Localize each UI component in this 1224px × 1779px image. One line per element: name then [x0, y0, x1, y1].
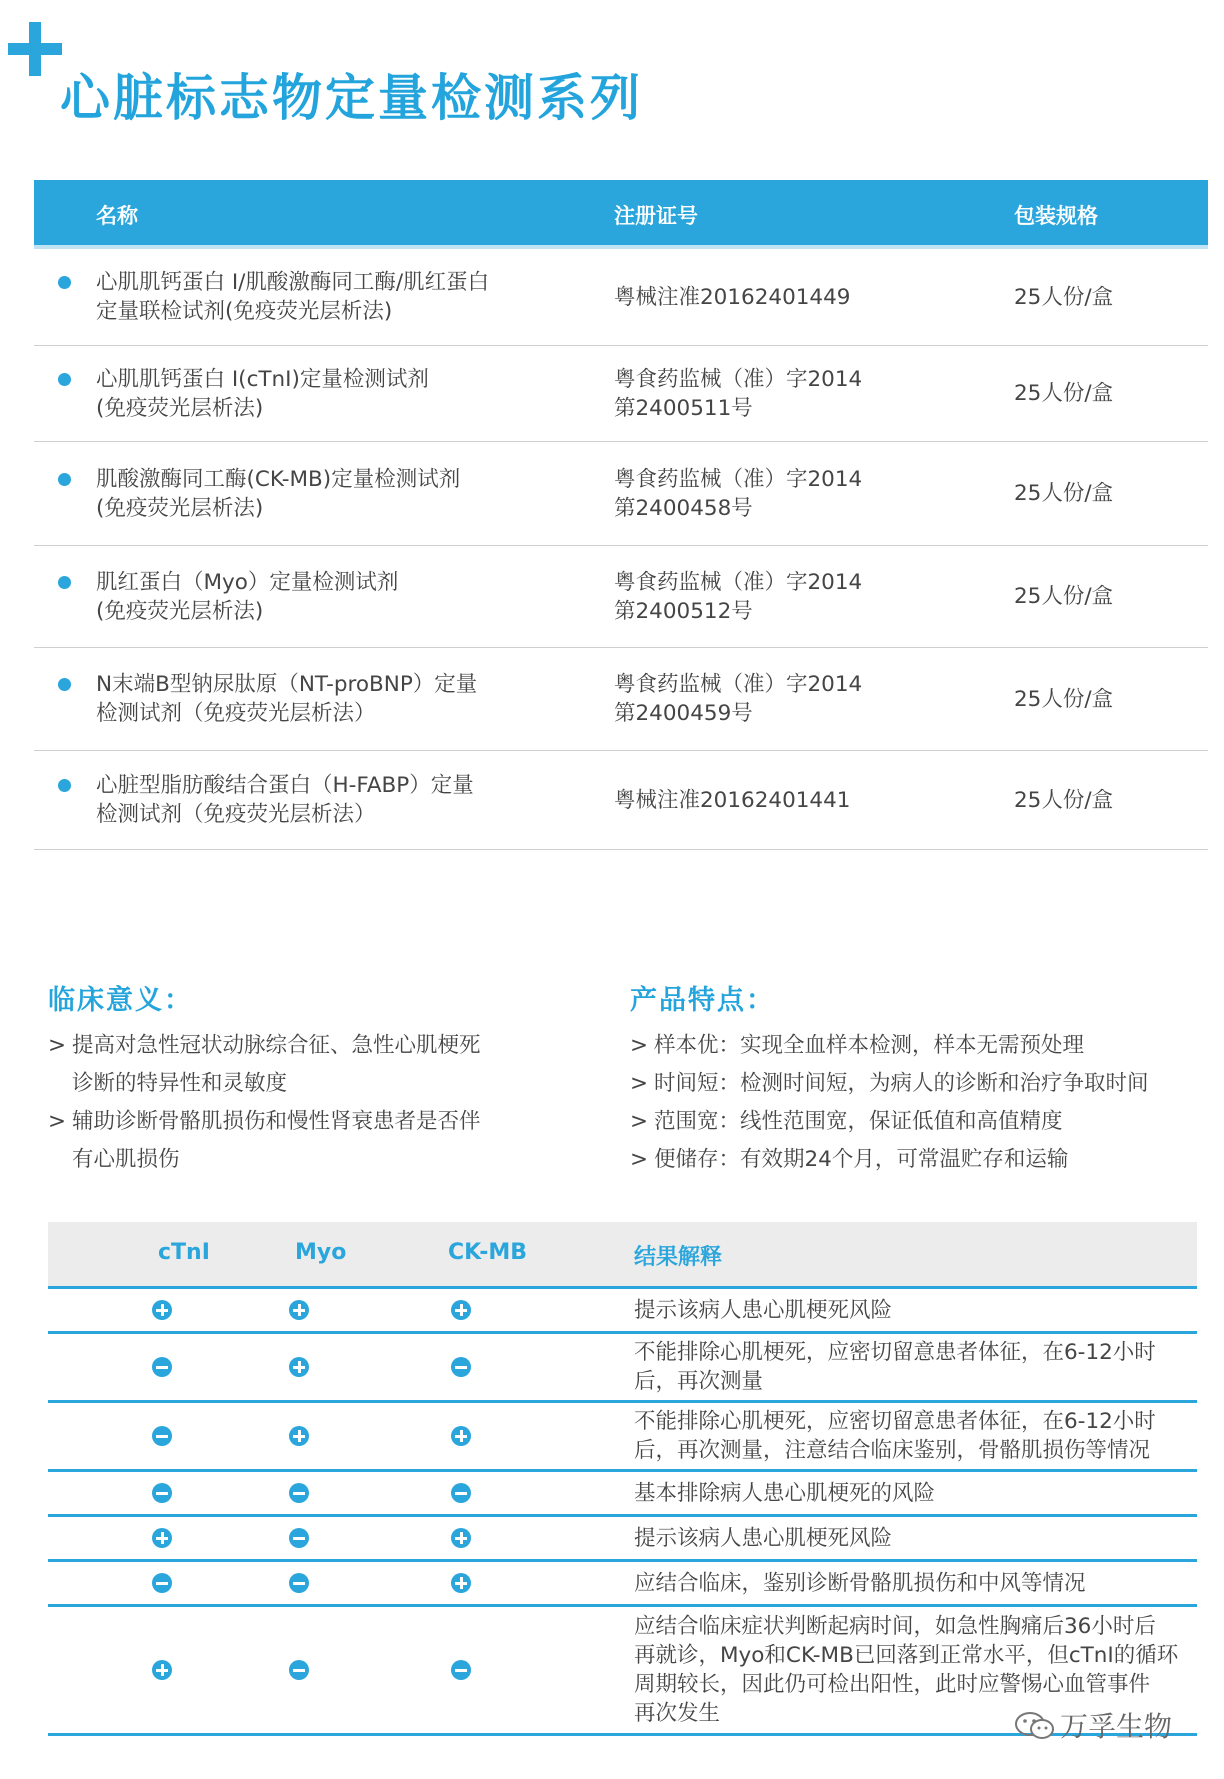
- sign-bar: [460, 1577, 463, 1589]
- package-spec: 25人份/盒: [1014, 381, 1114, 406]
- package-spec: 25人份/盒: [1014, 787, 1114, 813]
- minus-circle-icon: [152, 1483, 172, 1503]
- minus-circle-icon: [289, 1573, 309, 1593]
- bullet-icon: [58, 678, 71, 691]
- header-registration: 注册证号: [614, 204, 698, 228]
- sign-bar: [455, 1492, 467, 1495]
- bullet-icon: [58, 779, 71, 792]
- plus-circle-icon: [451, 1300, 471, 1320]
- product-row: [34, 249, 1208, 346]
- sign-bar: [455, 1366, 467, 1369]
- header-ckmb: CK-MB: [448, 1240, 528, 1265]
- features-item-line: 时间短：检测时间短，为病人的诊断和治疗争取时间: [654, 1071, 1149, 1096]
- header-myo: Myo: [295, 1240, 347, 1265]
- registration-number: [614, 365, 914, 423]
- product-name-line: 检测试剂（免疫荧光层析法）: [96, 802, 376, 827]
- page-title: 心脏标志物定量检测系列: [60, 69, 643, 127]
- watermark-text: 万孚生物: [1060, 1710, 1173, 1743]
- sign-bar: [298, 1304, 301, 1316]
- interpretation-line: 应结合临床症状判断起病时间，如急性胸痛后36小时后: [634, 1614, 1156, 1639]
- product-name-line: (免疫荧光层析法): [96, 598, 264, 624]
- sign-bar: [298, 1361, 301, 1373]
- package-spec: 25人份/盒: [1014, 686, 1114, 712]
- sign-bar: [161, 1664, 164, 1676]
- interpretation: [634, 1296, 1194, 1325]
- minus-circle-icon: [152, 1357, 172, 1377]
- bullet-icon: [58, 276, 71, 289]
- product-name: [96, 771, 556, 829]
- sign-bar: [293, 1669, 305, 1672]
- result-row: [48, 1472, 1197, 1517]
- interpretation-line: 再次发生: [634, 1701, 721, 1726]
- features-heading: 产品特点：: [630, 985, 775, 1016]
- clinical-item-line: 有心肌损伤: [72, 1147, 180, 1172]
- result-row: [48, 1334, 1197, 1403]
- registration-line: 粤食药监械（准）字2014: [614, 569, 863, 595]
- result-table: [48, 1222, 1197, 1736]
- clinical-item: [48, 1027, 608, 1103]
- interpretation-line: 周期较长，因此仍可检出阳性，此时应警惕心血管事件: [634, 1672, 1151, 1697]
- registration-line: 粤食药监械（准）字2014: [614, 466, 863, 492]
- features-item: [630, 1065, 1220, 1103]
- plus-circle-icon: [152, 1528, 172, 1548]
- registration-line: 粤械注准20162401441: [614, 787, 851, 813]
- sign-bar: [293, 1492, 305, 1495]
- clinical-item-line: 提高对急性冠状动脉综合征、急性心肌梗死: [72, 1033, 481, 1058]
- minus-circle-icon: [289, 1660, 309, 1680]
- plus-circle-icon: [289, 1357, 309, 1377]
- product-name-line: N末端B型钠尿肽原（NT-proBNP）定量: [96, 672, 478, 697]
- arrow-icon: >: [630, 1071, 649, 1096]
- package-spec: 25人份/盒: [1014, 284, 1114, 310]
- header-package: 包装规格: [1014, 204, 1098, 228]
- product-name: [96, 365, 556, 423]
- bullet-icon: [58, 473, 71, 486]
- product-name: [96, 670, 556, 728]
- sign-bar: [460, 1304, 463, 1316]
- bullet-icon: [58, 576, 71, 589]
- registration-number: [614, 786, 914, 815]
- header-name: 名称: [96, 204, 138, 228]
- features-item-line: 便储存：有效期24个月，可常温贮存和运输: [654, 1147, 1069, 1172]
- registration-line: 第2400512号: [614, 598, 753, 624]
- product-features: [630, 978, 1220, 1179]
- result-table-header: [48, 1222, 1197, 1289]
- product-name-line: 肌红蛋白（Myo）定量检测试剂: [96, 569, 399, 595]
- package-spec: 25人份/盒: [1014, 584, 1114, 609]
- arrow-icon: >: [630, 1147, 649, 1172]
- result-row: [48, 1517, 1197, 1562]
- registration-number: [614, 283, 914, 312]
- interpretation-line: 再就诊，Myo和CK-MB已回落到正常水平，但cTnI的循环: [634, 1643, 1179, 1668]
- product-name-line: 肌酸激酶同工酶(CK-MB)定量检测试剂: [96, 466, 461, 492]
- registration-number: [614, 568, 914, 626]
- product-table-header: [34, 180, 1208, 249]
- product-row: [34, 648, 1208, 751]
- features-item-line: 范围宽：线性范围宽，保证低值和高值精度: [654, 1109, 1063, 1134]
- product-table: [34, 180, 1208, 850]
- header-ctni: cTnI: [158, 1240, 210, 1265]
- wechat-icon: [1014, 1711, 1056, 1741]
- registration-line: 粤食药监械（准）字2014: [614, 672, 863, 697]
- interpretation-line: 不能排除心肌梗死，应密切留意患者体征，在6-12小时: [634, 1340, 1156, 1365]
- interpretation-line: 提示该病人患心肌梗死风险: [634, 1297, 893, 1323]
- registration-number: [614, 670, 914, 728]
- sign-bar: [455, 1669, 467, 1672]
- interpretation: [634, 1407, 1194, 1465]
- minus-circle-icon: [152, 1573, 172, 1593]
- plus-circle-icon: [451, 1528, 471, 1548]
- registration-number: [614, 465, 914, 523]
- interpretation: [634, 1479, 1194, 1508]
- plus-circle-icon: [289, 1426, 309, 1446]
- bullet-icon: [58, 373, 71, 386]
- product-name-line: (免疫荧光层析法): [96, 395, 264, 421]
- interpretation: [634, 1524, 1194, 1553]
- minus-circle-icon: [451, 1483, 471, 1503]
- registration-line: 第2400459号: [614, 701, 753, 726]
- result-row: [48, 1289, 1197, 1334]
- plus-circle-icon: [289, 1300, 309, 1320]
- sign-bar: [156, 1582, 168, 1585]
- sign-bar: [161, 1532, 164, 1544]
- plus-logo-icon: [8, 22, 62, 76]
- features-item-line: 样本优：实现全血样本检测，样本无需预处理: [654, 1033, 1085, 1058]
- interpretation-line: 提示该病人患心肌梗死风险: [634, 1525, 893, 1551]
- arrow-icon: >: [48, 1033, 67, 1058]
- registration-line: 第2400458号: [614, 495, 753, 521]
- clinical-significance: [48, 978, 608, 1179]
- product-name: [96, 568, 556, 626]
- minus-circle-icon: [451, 1660, 471, 1680]
- interpretation-line: 后，再次测量，注意结合临床鉴别，骨骼肌损伤等情况: [634, 1438, 1151, 1463]
- clinical-item-line: 辅助诊断骨骼肌损伤和慢性肾衰患者是否伴: [72, 1109, 481, 1134]
- package-spec: 25人份/盒: [1014, 481, 1114, 506]
- product-name: [96, 465, 556, 523]
- plus-circle-icon: [451, 1426, 471, 1446]
- sign-bar: [156, 1366, 168, 1369]
- interpretation-line: 不能排除心肌梗死，应密切留意患者体征，在6-12小时: [634, 1409, 1156, 1434]
- product-name-line: 检测试剂（免疫荧光层析法）: [96, 701, 376, 726]
- registration-line: 粤械注准20162401449: [614, 284, 851, 310]
- product-name-line: (免疫荧光层析法): [96, 495, 264, 521]
- features-item: [630, 1141, 1220, 1179]
- minus-circle-icon: [289, 1483, 309, 1503]
- product-row: [34, 442, 1208, 546]
- product-name-line: 心肌肌钙蛋白 I(cTnI)定量检测试剂: [96, 366, 429, 392]
- plus-circle-icon: [152, 1660, 172, 1680]
- sign-bar: [156, 1435, 168, 1438]
- interpretation: [634, 1338, 1194, 1396]
- plus-circle-icon: [152, 1300, 172, 1320]
- clinical-item-line: 诊断的特异性和灵敏度: [72, 1071, 288, 1096]
- arrow-icon: >: [630, 1033, 649, 1058]
- minus-circle-icon: [289, 1528, 309, 1548]
- product-row: [34, 546, 1208, 648]
- interpretation-line: 基本排除病人患心肌梗死的风险: [634, 1480, 936, 1506]
- sign-bar: [293, 1582, 305, 1585]
- product-row: [34, 346, 1208, 442]
- sign-bar: [460, 1532, 463, 1544]
- sign-bar: [293, 1537, 305, 1540]
- interpretation-line: 后，再次测量: [634, 1369, 764, 1394]
- result-row: [48, 1562, 1197, 1607]
- clinical-heading: 临床意义：: [48, 985, 193, 1016]
- plus-circle-icon: [451, 1573, 471, 1593]
- clinical-item: [48, 1103, 608, 1179]
- minus-circle-icon: [152, 1426, 172, 1446]
- product-row: [34, 751, 1208, 850]
- features-item: [630, 1103, 1220, 1141]
- sign-bar: [460, 1430, 463, 1442]
- product-name: [96, 268, 556, 326]
- product-name-line: 定量联检试剂(免疫荧光层析法): [96, 299, 393, 324]
- header-interpretation: 结果解释: [634, 1245, 723, 1270]
- result-row: [48, 1403, 1197, 1472]
- registration-line: 第2400511号: [614, 395, 753, 421]
- product-name-line: 心肌肌钙蛋白 I/肌酸激酶同工酶/肌红蛋白: [96, 270, 490, 295]
- registration-line: 粤食药监械（准）字2014: [614, 366, 863, 392]
- interpretation-line: 应结合临床，鉴别诊断骨骼肌损伤和中风等情况: [634, 1570, 1086, 1596]
- sign-bar: [156, 1492, 168, 1495]
- minus-circle-icon: [451, 1357, 471, 1377]
- sign-bar: [298, 1430, 301, 1442]
- interpretation: [634, 1569, 1194, 1598]
- product-name-line: 心脏型脂肪酸结合蛋白（H-FABP）定量: [96, 773, 474, 798]
- sign-bar: [161, 1304, 164, 1316]
- arrow-icon: >: [630, 1109, 649, 1134]
- arrow-icon: >: [48, 1109, 67, 1134]
- features-item: [630, 1027, 1220, 1065]
